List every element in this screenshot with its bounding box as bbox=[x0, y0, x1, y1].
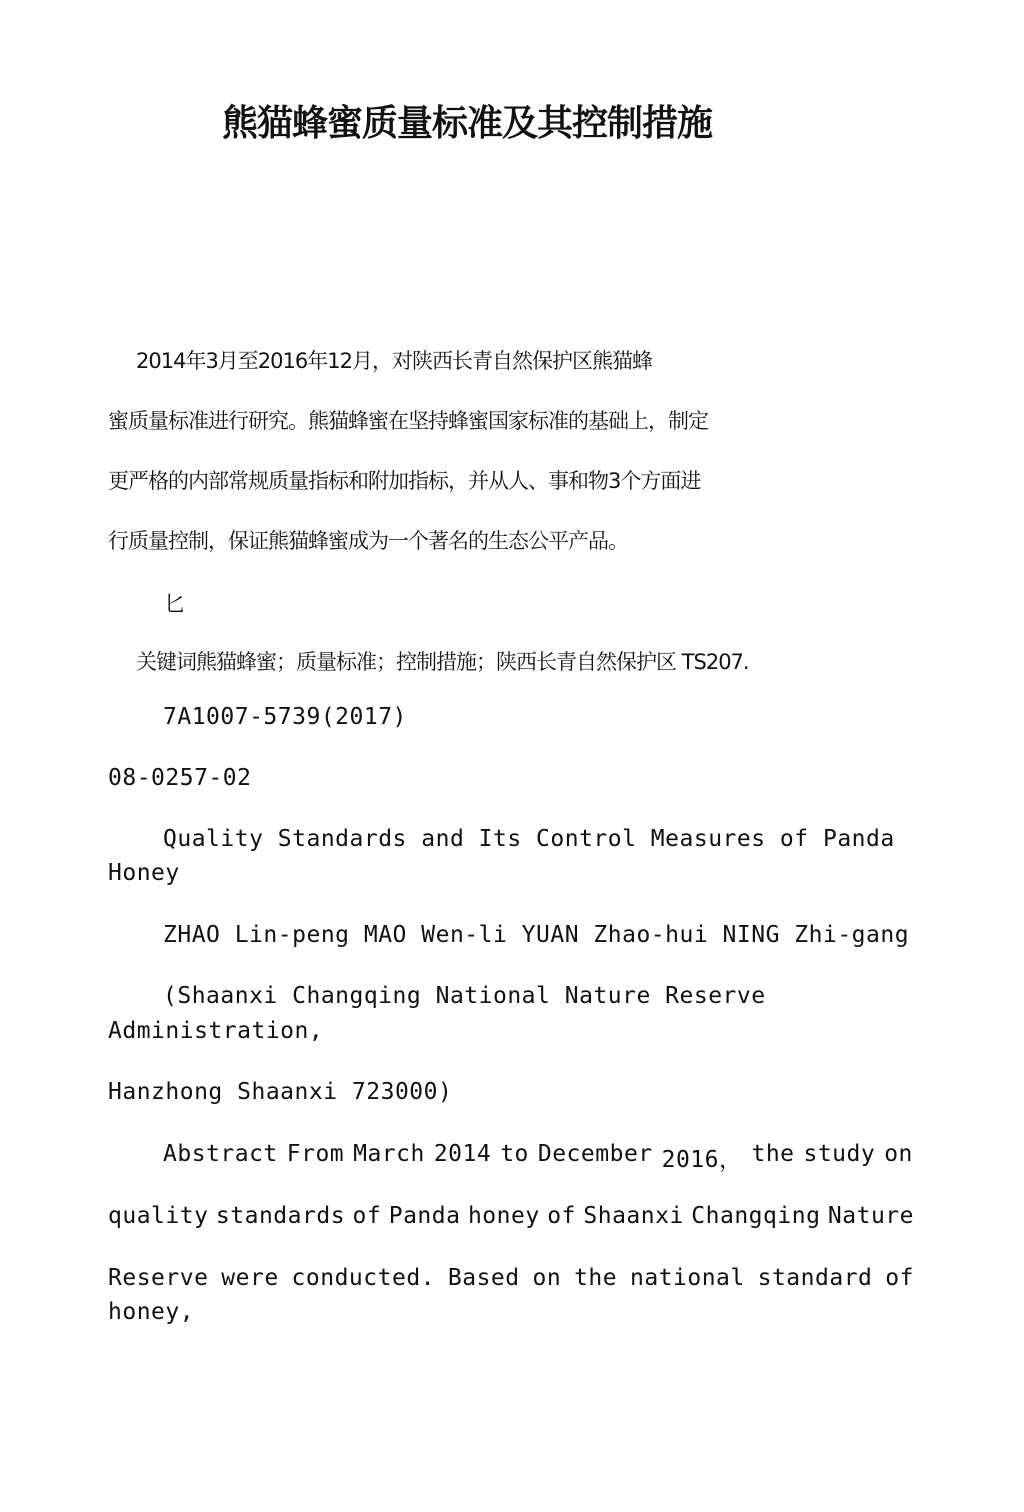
english-title-line-2: Honey bbox=[108, 860, 180, 886]
doc-code: 08-0257-02 bbox=[108, 765, 252, 791]
word: the bbox=[751, 1141, 795, 1167]
word: Based bbox=[447, 1265, 520, 1291]
english-abstract-line-3 bbox=[108, 1265, 914, 1291]
keywords-line: 关键词熊猫蜂蜜；质量标准；控制措施；陕西长青自然保护区 TS207. bbox=[136, 650, 749, 674]
english-abstract-line-1 bbox=[163, 1141, 913, 1174]
abstract-cn-line-2: 蜜质量标准进行研究。熊猫蜂蜜在坚持蜂蜜国家标准的基础上，制定 bbox=[108, 409, 708, 433]
word: Shaanxi bbox=[583, 1203, 684, 1229]
word: standards bbox=[215, 1203, 346, 1229]
word: Abstract bbox=[163, 1141, 278, 1167]
word: 2016， bbox=[661, 1147, 743, 1173]
word: quality bbox=[108, 1203, 209, 1229]
abstract-cn-line-1: 2014年3月至2016年12月，对陕西长青自然保护区熊猫蜂 bbox=[136, 349, 652, 373]
word: to bbox=[500, 1141, 529, 1167]
word: on bbox=[884, 1141, 913, 1167]
word: were bbox=[221, 1265, 279, 1291]
word: conducted. bbox=[291, 1265, 436, 1291]
word: Nature bbox=[827, 1203, 914, 1229]
authors-line: ZHAO Lin-peng MAO Wen-li YUAN Zhao-hui NING Zhi-gang bbox=[163, 922, 910, 948]
word: study bbox=[803, 1141, 876, 1167]
word: national bbox=[629, 1265, 745, 1291]
affiliation-line-2: Administration, bbox=[108, 1018, 324, 1044]
class-code: 7A1007-5739(2017) bbox=[163, 704, 407, 730]
english-title-line-1: Quality Standards and Its Control Measures of Panda bbox=[163, 826, 895, 852]
word: Changqing bbox=[691, 1203, 821, 1229]
word: honey bbox=[467, 1203, 540, 1229]
word: Panda bbox=[388, 1203, 461, 1229]
abstract-cn-line-3: 更严格的内部常规质量指标和附加指标，并从人、事和物3个方面进 bbox=[108, 469, 701, 493]
word: the bbox=[574, 1265, 618, 1291]
word: 2014 bbox=[433, 1141, 492, 1167]
affiliation-line-3: Hanzhong Shaanxi 723000) bbox=[108, 1079, 453, 1105]
english-abstract-line-4: honey, bbox=[108, 1299, 195, 1325]
document-title: 熊猫蜂蜜质量标准及其控制措施 bbox=[222, 103, 713, 144]
word: of bbox=[547, 1203, 576, 1229]
word: December bbox=[537, 1141, 653, 1167]
abstract-cn-line-4: 行质量控制，保证熊猫蜂蜜成为一个著名的生态公平产品。 bbox=[108, 529, 628, 553]
stray-mark: 匕 bbox=[164, 592, 184, 616]
word: of bbox=[352, 1203, 382, 1229]
word: March bbox=[353, 1141, 425, 1167]
word: From bbox=[286, 1141, 345, 1167]
word: on bbox=[532, 1265, 562, 1291]
word: of bbox=[885, 1265, 914, 1291]
english-abstract-line-2 bbox=[108, 1203, 914, 1229]
affiliation-line-1: (Shaanxi Changqing National Nature Reserve bbox=[163, 983, 766, 1009]
word: standard bbox=[757, 1265, 873, 1291]
word: Reserve bbox=[108, 1265, 209, 1291]
